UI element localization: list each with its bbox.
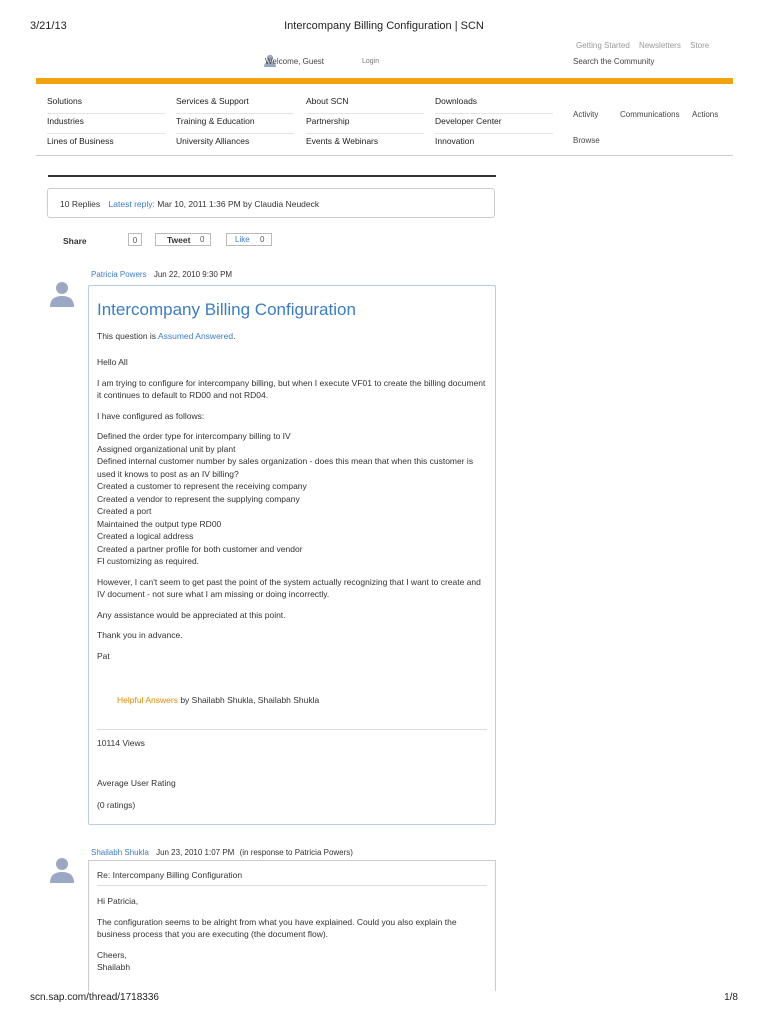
reply-count: 10 Replies bbox=[60, 199, 101, 209]
header-divider bbox=[36, 155, 733, 156]
like-button[interactable] bbox=[226, 233, 272, 246]
post-author-link[interactable]: Patricia Powers bbox=[91, 270, 147, 279]
question-status: This question is Assumed Answered. bbox=[97, 331, 236, 341]
latest-reply-value: Mar 10, 2011 1:36 PM by Claudia Neudeck bbox=[154, 199, 320, 209]
list-item: Created a customer to represent the receiving company bbox=[97, 481, 307, 491]
post-paragraph: I have configured as follows: bbox=[97, 410, 205, 421]
welcome-text: Welcome, Guest bbox=[265, 57, 324, 66]
in-response-to: (in response to Patricia Powers) bbox=[239, 848, 353, 857]
nav-lines-of-business[interactable]: Lines of Business bbox=[47, 136, 114, 146]
reply-greeting: Hi Patricia, bbox=[97, 896, 139, 906]
store-link[interactable]: Store bbox=[690, 41, 710, 50]
login-link[interactable]: Login bbox=[362, 58, 380, 65]
author-avatar-icon bbox=[48, 279, 76, 309]
list-item: Defined internal customer number by sales organization - does this mean that when this customer is used it knows to post as an IV billing? bbox=[97, 456, 474, 479]
nav-column-4 bbox=[435, 94, 553, 154]
reply-closing: Cheers, bbox=[97, 949, 127, 960]
list-item: Created a logical address bbox=[97, 531, 194, 541]
author-avatar-icon bbox=[48, 855, 76, 885]
reply-post bbox=[88, 860, 496, 991]
nav-solutions[interactable]: Solutions bbox=[47, 94, 165, 114]
thread-stats bbox=[60, 199, 319, 209]
post-date: Jun 22, 2010 9:30 PM bbox=[153, 270, 233, 279]
post-paragraph: However, I can't seem to get past the point of the system actually recognizing that I want to create and IV document - not sure what I am missing or doing incorrectly. bbox=[97, 576, 481, 599]
reply-paragraph: The configuration seems to be alright from what you have explained. Could you also explain the business process that you are executing (the document flow). bbox=[97, 916, 457, 939]
nav-downloads[interactable]: Downloads bbox=[435, 94, 553, 114]
post-greeting: Hello All bbox=[97, 357, 128, 367]
nav-column-3 bbox=[306, 94, 424, 154]
list-item: Maintained the output type RD00 bbox=[97, 518, 222, 529]
nav-university-alliances[interactable]: University Alliances bbox=[176, 136, 250, 146]
thread-stats-box bbox=[47, 188, 495, 218]
nav-training-education[interactable]: Training & Education bbox=[176, 114, 294, 134]
reply-meta bbox=[91, 848, 353, 857]
nav-activity[interactable]: Activity bbox=[573, 110, 599, 119]
reply-name: Shailabh bbox=[97, 962, 131, 972]
post-meta bbox=[91, 270, 232, 279]
helpful-answers bbox=[117, 695, 319, 705]
helpful-answers-link[interactable]: Helpful Answers bbox=[117, 695, 178, 705]
post-title: Intercompany Billing Configuration bbox=[97, 300, 356, 319]
reply-divider bbox=[97, 885, 487, 886]
reply-author-link[interactable]: Shailabh Shukla bbox=[91, 848, 149, 857]
post-body bbox=[97, 356, 487, 662]
nav-column-1 bbox=[47, 94, 165, 154]
reply-date: Jun 23, 2010 1:07 PM bbox=[156, 848, 235, 857]
post-paragraph: Any assistance would be appreciated at this point. bbox=[97, 609, 286, 620]
tweet-label: Tweet bbox=[167, 235, 191, 245]
list-item: Assigned organizational unit by plant bbox=[97, 443, 236, 454]
thread-divider bbox=[48, 175, 496, 177]
nav-developer-center[interactable]: Developer Center bbox=[435, 114, 553, 134]
list-item: Created a port bbox=[97, 506, 152, 516]
newsletters-link[interactable]: Newsletters bbox=[639, 41, 681, 50]
like-label: Like bbox=[235, 235, 250, 244]
nav-industries[interactable]: Industries bbox=[47, 114, 165, 134]
nav-communications[interactable]: Communications bbox=[620, 110, 680, 119]
tweet-button[interactable] bbox=[155, 233, 211, 246]
rating-value: (0 ratings) bbox=[97, 800, 136, 810]
nav-column-2 bbox=[176, 94, 294, 154]
print-date: 3/21/13 bbox=[30, 20, 67, 32]
nav-services-support[interactable]: Services & Support bbox=[176, 94, 294, 114]
nav-partnership[interactable]: Partnership bbox=[306, 114, 424, 134]
post-paragraph: I am trying to configure for intercompany billing, but when I execute VF01 to create the billing document it continues to default to RD00 and not RD04. bbox=[97, 377, 486, 400]
helpful-answers-by: by Shailabh Shukla, Shailabh Shukla bbox=[177, 695, 320, 705]
rating-label: Average User Rating bbox=[97, 778, 176, 788]
nav-events-webinars[interactable]: Events & Webinars bbox=[306, 136, 379, 146]
list-item: Defined the order type for intercompany billing to IV bbox=[97, 431, 291, 441]
question-post bbox=[88, 285, 496, 825]
nav-about-scn[interactable]: About SCN bbox=[306, 94, 424, 114]
utility-links bbox=[576, 41, 716, 50]
page-number: 1/8 bbox=[724, 992, 738, 1003]
list-item: FI customizing as required. bbox=[97, 556, 200, 566]
post-paragraph: Thank you in advance. bbox=[97, 630, 183, 640]
like-count: 0 bbox=[260, 235, 265, 244]
post-signoff: Pat bbox=[97, 650, 110, 661]
reply-box bbox=[88, 860, 496, 991]
reply-body bbox=[97, 895, 487, 974]
getting-started-link[interactable]: Getting Started bbox=[576, 41, 630, 50]
search-community-label[interactable]: Search the Community bbox=[573, 57, 655, 66]
print-title: Intercompany Billing Configuration | SCN bbox=[284, 20, 484, 32]
page-url: scn.sap.com/thread/1718336 bbox=[30, 992, 159, 1003]
latest-reply-label[interactable]: Latest reply: bbox=[108, 199, 155, 209]
nav-browse[interactable]: Browse bbox=[573, 136, 600, 145]
nav-innovation[interactable]: Innovation bbox=[435, 136, 475, 146]
view-count: 10114 Views bbox=[97, 738, 145, 748]
reply-subject: Re: Intercompany Billing Configuration bbox=[97, 870, 243, 880]
share-count: 0 bbox=[128, 233, 142, 246]
list-item: Created a vendor to represent the supplying company bbox=[97, 493, 300, 504]
post-divider bbox=[97, 729, 487, 730]
tweet-count: 0 bbox=[200, 235, 205, 244]
print-footer bbox=[30, 992, 738, 1003]
share-button[interactable]: Share bbox=[63, 236, 87, 246]
nav-actions[interactable]: Actions bbox=[692, 110, 719, 119]
config-steps-list bbox=[97, 430, 487, 568]
assumed-answered-link[interactable]: Assumed Answered bbox=[157, 331, 234, 341]
list-item: Created a partner profile for both customer and vendor bbox=[97, 543, 303, 554]
brand-bar bbox=[36, 78, 733, 84]
